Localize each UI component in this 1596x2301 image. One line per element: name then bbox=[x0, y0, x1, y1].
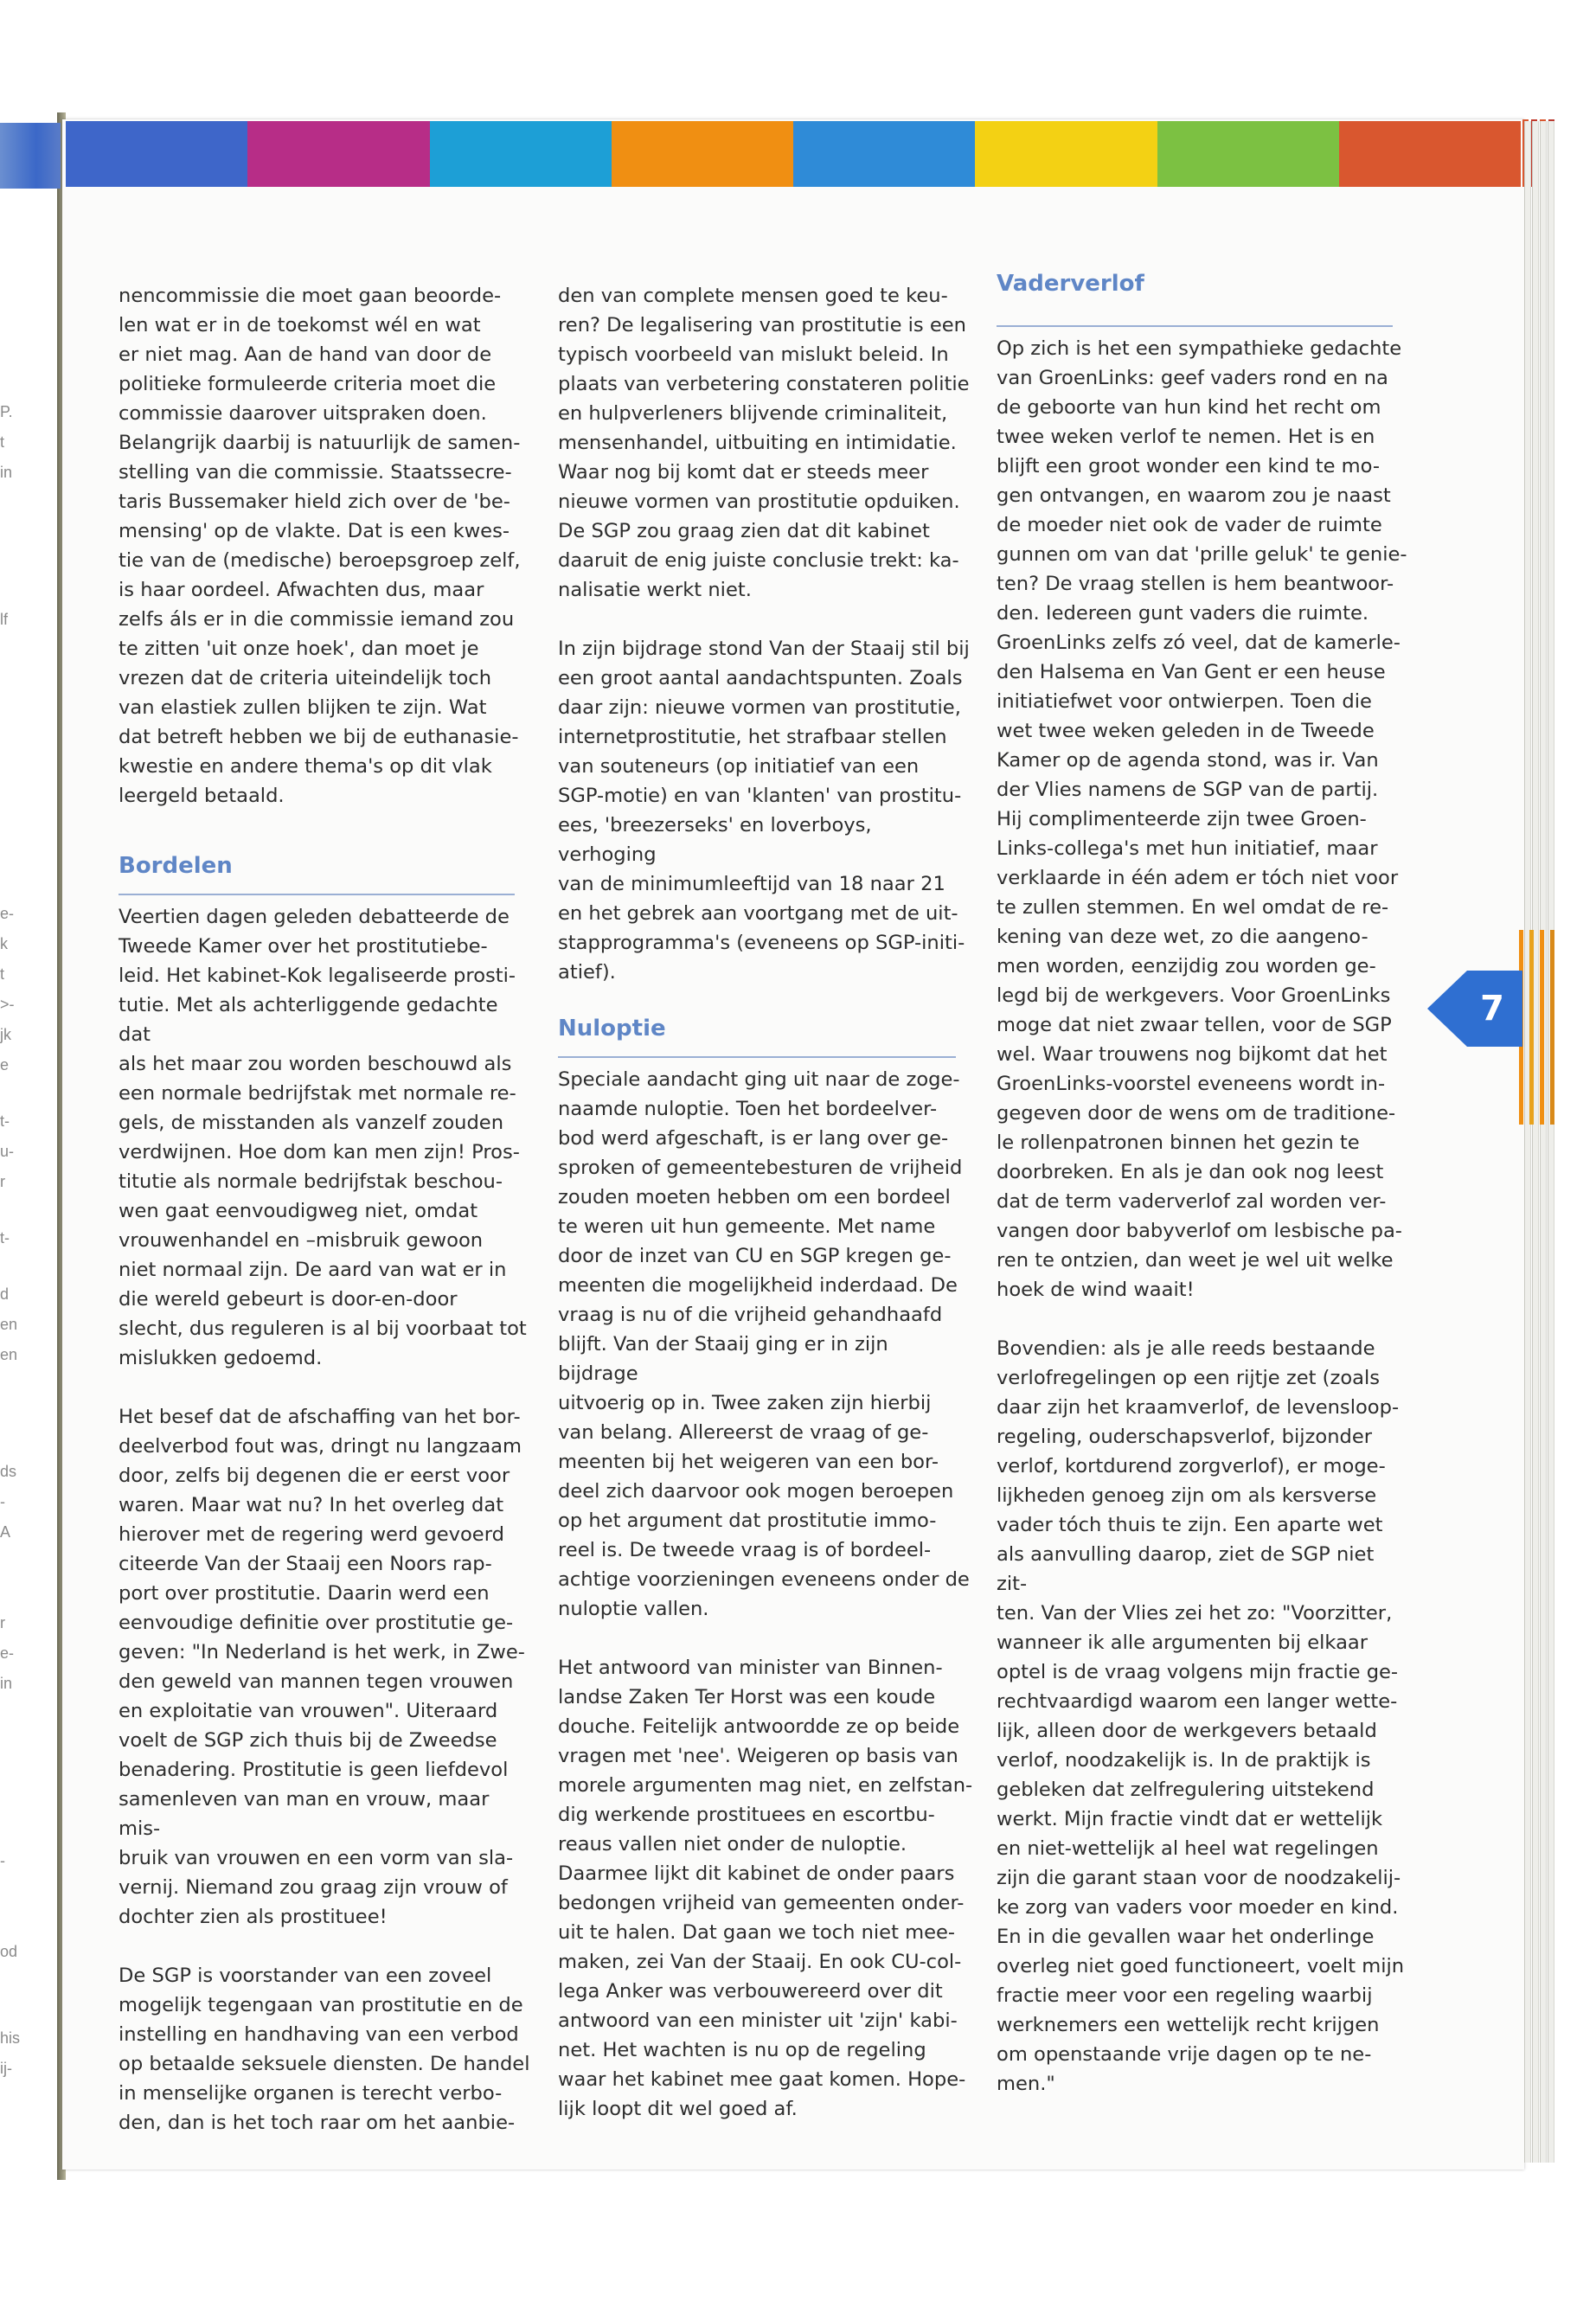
column-3 bbox=[997, 266, 1410, 2099]
paragraph: De SGP is voorstander van een zoveel mogelijk tegengaan van prostitutie en de instelling en handhaving van een verbod op betaalde seksuele diensten. De handel in menselijke organen is terecht verbo- den, dan is het toch raar om het aanbie- bbox=[119, 1965, 530, 2134]
section-heading-bordelen bbox=[119, 840, 532, 902]
margin-fragment: e- bbox=[0, 1644, 15, 1662]
paragraph: nencommissie die moet gaan beoorde- len wat er in de toekomst wél en wat er niet mag. Aan de hand van door de politieke formuleerde criteria moet die commissie daarover uitspraken doen. Belangrijk daarbij is natuurlijk de samen- stelling van die commissie. Staatssecre- taris Bussemaker hield zich over de 'be- mensing' op de vlakte. Dat is een kwes- tie van de (medische) beroepsgroep zelf, is haar oordeel. Afwachten dus, maar zelfs áls er in die commissie iemand zou te zitten 'uit onze hoek', dan moet je vrezen dat de criteria uiteindelijk toch van elastiek zullen blijken te zijn. Wat dat betreft hebben we bij de euthanasie- kwestie en andere thema's op dit vlak leergeld betaald. bbox=[119, 285, 521, 807]
paragraph: Bovendien: als je alle reeds bestaande verlofregelingen op een rijtje zet (zoals daar zijn het kraamverlof, de levensloop- regeling, ouderschapsverlof, bijzonder verlof, kortdurend zorgverlof), er moge- lijkheden genoeg zijn om als kersverse vader tóch thuis te zijn. Een aparte wet als aanvulling daarop, ziet de SGP niet zit- ten. Van der Vlies zei het zo: "Voorzitter, wanneer ik alle argumenten bij elkaar optel is de vraag volgens mijn fractie ge- rechtvaardigd waarom een langer wette- lijk, alleen door de werkgevers betaald verlof, noodzakelijk is. In de praktijk is gebleken dat zelfregulering uitstekend werkt. Mijn fractie vindt dat er wettelijk en niet-wettelijk al heel wat regelingen zijn die garant staan voor de noodzakelij- ke zorg van vaders voor moeder en kind. En in die gevallen waar het onderlinge overleg niet goed functioneert, voelt mijn fractie meer voor een regeling waarbij werknemers een wettelijk recht krijgen om openstaande vrije dagen op te ne- men." bbox=[997, 1337, 1405, 2095]
margin-fragment: r bbox=[0, 1614, 5, 1631]
heading-rule bbox=[119, 894, 515, 895]
heading-rule bbox=[558, 1056, 956, 1058]
color-band-segment bbox=[1157, 121, 1339, 187]
margin-fragment: jk bbox=[0, 1026, 11, 1043]
color-band bbox=[66, 121, 1521, 187]
previous-page-margin-text bbox=[0, 0, 26, 2301]
page-stack-edges bbox=[1524, 121, 1559, 2163]
margin-fragment: e bbox=[0, 1056, 10, 1074]
paragraph: den van complete mensen goed te keu- ren? De legalisering van prostitutie is een typisch voorbeeld van mislukt beleid. In plaats van verbetering constateren politie en hulpverleners blijvende criminaliteit, mensenhandel, uitbuiting en intimidatie. Waar nog bij komt dat er steeds meer nieuwe vormen van prostitutie opduiken. De SGP zou graag zien dat dit kabinet daaruit de enig juiste conclusie trekt: ka- nalisatie werkt niet. bbox=[558, 285, 970, 601]
margin-fragment: t- bbox=[0, 1112, 10, 1130]
paragraph: Speciale aandacht ging uit naar de zoge- naamde nuloptie. Toen het bordeelver- bod werd afgeschaft, is er lang over ge- sproken of gemeentebesturen de vrijheid zouden moeten hebben om een bordeel te weren uit hun gemeente. Met name door de inzet van CU en SGP kregen ge- meenten die mogelijkheid inderdaad. De vraag is nu of die vrijheid gehandhaafd blijft. Van der Staaij ging er in zijn bijdrage uitvoerig op in. Twee zaken zijn hierbij van belang. Allereerst de vraag of ge- meenten bij het weigeren van een bor- deel zich daarvoor ook mogen beroepen op het argument dat prostitutie immo- reel is. De tweede vraag is of bordeel- achtige voorzieningen eveneens onder de nuloptie vallen. bbox=[558, 1068, 970, 1620]
margin-fragment: lf bbox=[0, 611, 8, 628]
margin-fragment: u- bbox=[0, 1143, 15, 1160]
color-band-segment bbox=[66, 121, 247, 187]
column-1 bbox=[119, 281, 532, 2138]
section-heading-vaderverlof bbox=[997, 266, 1410, 334]
paragraph: Veertien dagen geleden debatteerde de Tweede Kamer over het prostitutiebe- leid. Het kabinet-Kok legaliseerde prosti- tutie. Met als achterliggende gedachte dat als het maar zou worden beschouwd als een normale bedrijfstak met normale re- gels, de misstanden als vanzelf zouden verdwijnen. Hoe dom kan men zijn! Pros- titutie als normale bedrijfstak beschou- wen gaat eenvoudigweg niet, omdat vrouwenhandel en –misbruik gewoon niet normaal zijn. De aard van wat er in die wereld gebeurt is door-en-door slecht, dus reguleren is al bij voorbaat tot mislukken gedoemd. bbox=[119, 906, 527, 1369]
margin-fragment: k bbox=[0, 935, 8, 952]
heading-text: Nuloptie bbox=[558, 1016, 666, 1042]
margin-fragment: >- bbox=[0, 996, 15, 1013]
margin-fragment: A bbox=[0, 1523, 11, 1541]
margin-fragment: r bbox=[0, 1173, 5, 1190]
paragraph: Het antwoord van minister van Binnen- landse Zaken Ter Horst was een koude douche. Feitelijk antwoordde ze op beide vragen met 'nee'. Weigeren op basis van morele argumenten mag niet, en zelfstan- dig werkende prostituees en escortbu- reaus vallen niet onder de nuloptie. Daarmee lijkt dit kabinet de onder paars bedongen vrijheid van gemeenten onder- uit te halen. Dat gaan we toch niet mee- maken, zei Van der Staaij. En ook CU-col- lega Anker was verbouwereerd over dit antwoord van een minister uit 'zijn' kabi- net. Het wachten is nu op de regeling waar het kabinet mee gaat komen. Hope- lijk loopt dit wel goed af. bbox=[558, 1657, 973, 2120]
section-heading-nuloptie bbox=[558, 1003, 973, 1065]
paragraph: Op zich is het een sympathieke gedachte van GroenLinks: geef vaders rond en na de geboorte van hun kind het recht om twee weken verlof te nemen. Het is en blijft een groot wonder een kind te mo- gen ontvangen, en waarom zou je naast de moeder niet ook de vader de ruimte gunnen om van dat 'prille geluk' te genie- ten? De vraag stellen is hem beantwoor- den. Iedereen gunt vaders die ruimte. GroenLinks zelfs zó veel, dat de kamerle- den Halsema en Van Gent er een heuse initiatiefwet voor ontwierpen. Toen die wet twee weken geleden in de Tweede Kamer op de agenda stond, was ir. Van der Vlies namens de SGP van de partij. Hij complimenteerde zijn twee Groen- Links-collega's met hun initiatief, maar verklaarde in één adem er tóch niet voor te zullen stemmen. En wel omdat de re- kening van deze wet, zo die aangeno- men worden, eenzijdig zou worden ge- legd bij de werkgevers. Voor GroenLinks moge dat niet zwaar tellen, voor de SGP wel. Waar trouwens nog bijkomt dat het GroenLinks-voorstel eveneens wordt in- gegeven door de wens om de traditione- le rollenpatronen binnen het gezin te doorbreken. En als je dan ook nog leest dat de term vaderverlof zal worden ver- vangen door babyverlof om lesbische pa- ren te ontzien, dan weet je wel uit welke hoek de wind waait! bbox=[997, 337, 1407, 1301]
margin-fragment: in bbox=[0, 1675, 13, 1692]
page-number: 7 bbox=[1480, 989, 1504, 1029]
margin-fragment: - bbox=[0, 1493, 5, 1510]
margin-fragment: od bbox=[0, 1943, 18, 1960]
page-number-tab bbox=[1427, 971, 1522, 1047]
color-band-segment bbox=[430, 121, 612, 187]
heading-rule bbox=[997, 325, 1393, 327]
page-marker-stripes bbox=[1517, 930, 1569, 1125]
margin-fragment: t- bbox=[0, 1229, 10, 1247]
color-band-segment bbox=[247, 121, 429, 187]
paragraph: In zijn bijdrage stond Van der Staaij stil bij een groot aantal aandachtspunten. Zoals daar zijn: nieuwe vormen van prostitutie, internetprostitutie, het strafbaar stellen van souteneurs (op initiatief van een SGP-motie) en van 'klanten' van prostitu- ees, 'breezerseks' en loverboys, verhoging van de minimumleeftijd van 18 naar 21 en het gebrek aan voortgang met de uit- stapprogramma's (eveneens op SGP-initi- atief). bbox=[558, 638, 970, 984]
margin-fragment: ij- bbox=[0, 2060, 12, 2077]
margin-fragment: en bbox=[0, 1316, 18, 1333]
margin-fragment: d bbox=[0, 1285, 10, 1303]
margin-fragment: t bbox=[0, 433, 5, 451]
margin-fragment: en bbox=[0, 1346, 18, 1363]
margin-fragment: his bbox=[0, 2029, 21, 2047]
margin-fragment: - bbox=[0, 1852, 5, 1869]
margin-fragment: P. bbox=[0, 403, 13, 420]
margin-fragment: in bbox=[0, 464, 13, 481]
color-band-segment bbox=[612, 121, 793, 187]
column-2 bbox=[558, 281, 973, 2124]
heading-text: Vaderverlof bbox=[997, 271, 1144, 297]
color-band-segment bbox=[975, 121, 1157, 187]
heading-text: Bordelen bbox=[119, 853, 233, 879]
color-band-segment bbox=[793, 121, 975, 187]
color-band-segment bbox=[1339, 121, 1521, 187]
margin-fragment: e- bbox=[0, 905, 15, 922]
margin-fragment: t bbox=[0, 965, 5, 983]
paragraph: Het besef dat de afschaffing van het bor- deelverbod fout was, dringt nu langzaam door, zelfs bij degenen die er eerst voor waren. Maar wat nu? In het overleg dat hierover met de regering werd gevoerd citeerde Van der Staaij een Noors rap- port over prostitutie. Daarin werd een eenvoudige definitie over prostitutie ge- geven: "In Nederland is het werk, in Zwe- den geweld van mannen tegen vrouwen en exploitatie van vrouwen". Uiteraard voelt de SGP zich thuis bij de Zweedse benadering. Prostitutie is geen liefdevol samenleven van man en vrouw, maar mis- bruik van vrouwen en een vorm van sla- vernij. Niemand zou graag zijn vrouw of dochter zien als prostituee! bbox=[119, 1406, 525, 1928]
margin-fragment: ds bbox=[0, 1463, 17, 1480]
